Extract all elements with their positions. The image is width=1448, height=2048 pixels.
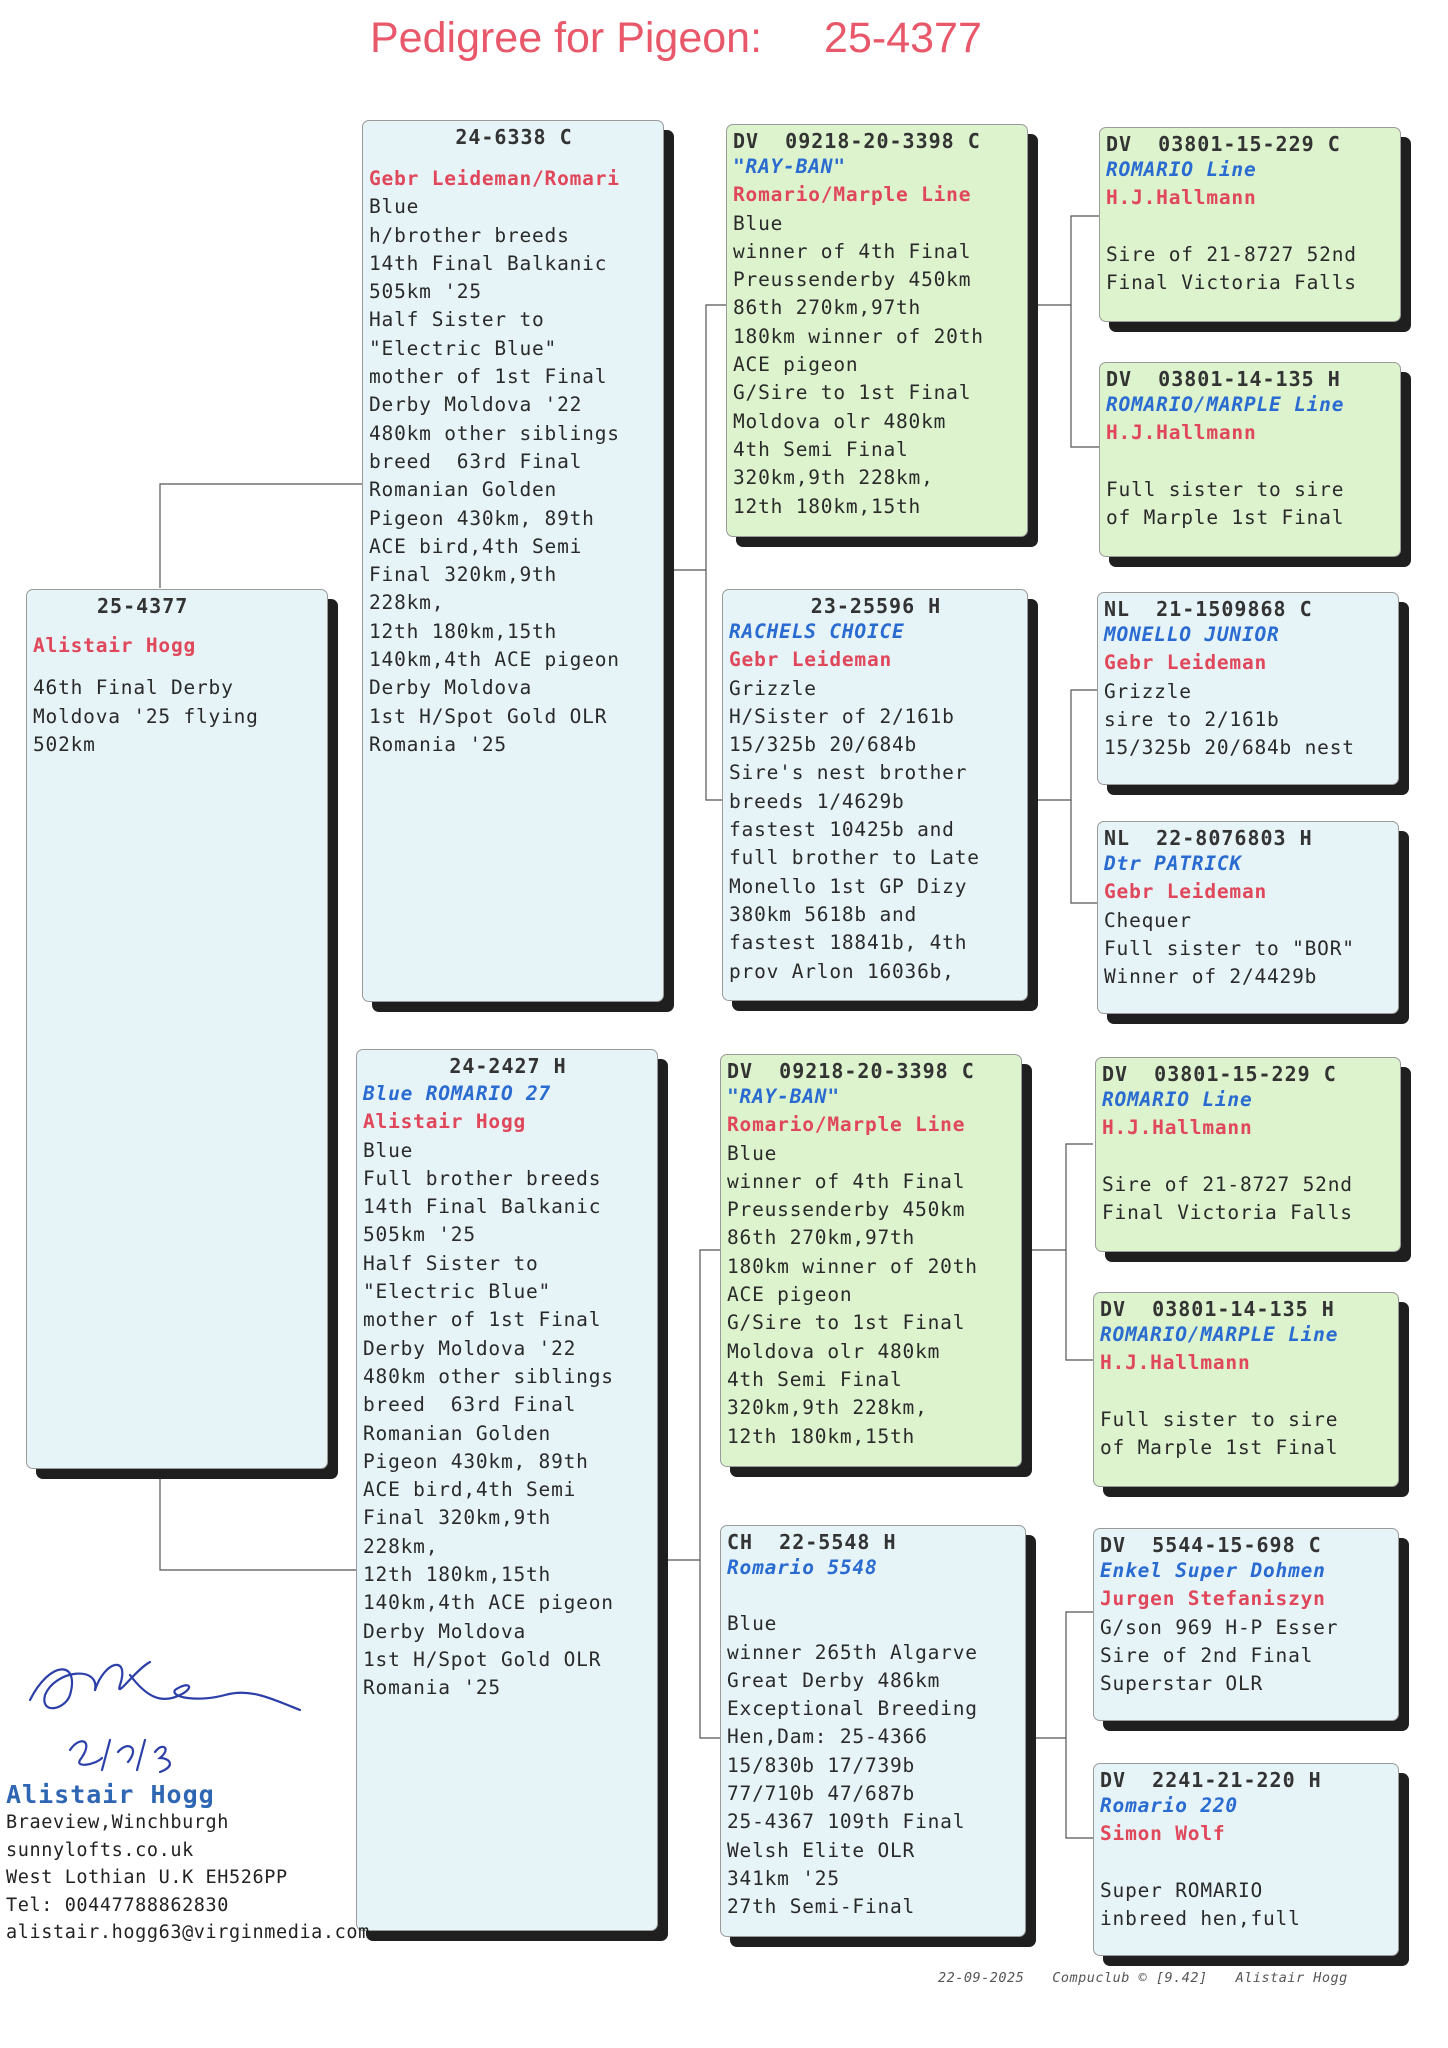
breeder-name: Romario/Marple Line [733, 183, 972, 207]
breeder-name: Romario/Marple Line [727, 1113, 966, 1137]
pigeon-name: "RAY-BAN" [733, 155, 846, 178]
grandparent-details [729, 618, 1023, 986]
great-grandparent-ring-number: DV 03801-15-229 C [1106, 132, 1341, 156]
pigeon-name: MONELLO JUNIOR [1104, 623, 1280, 646]
great-grandparent-ring-number: NL 22-8076803 H [1104, 826, 1313, 850]
detail-line: 77/710b 47/687b [727, 1782, 916, 1806]
pigeon-name: Romario 5548 [727, 1556, 878, 1579]
detail-line: Hen,Dam: 25-4366 [727, 1725, 928, 1749]
grandparent-ring-number: DV 09218-20-3398 C [733, 129, 981, 153]
great-grandparent-card [1093, 1528, 1399, 1721]
grandparent-ring-number: 23-25596 H [810, 594, 942, 618]
detail-line: Chequer [1104, 908, 1192, 932]
detail-line: 380km 5618b and [729, 902, 918, 926]
detail-line: Romanian Golden [369, 478, 558, 502]
pigeon-name: ROMARIO/MARPLE Line [1106, 393, 1345, 416]
detail-line: 480km other siblings [363, 1364, 614, 1388]
detail-line: Final 320km,9th [369, 563, 558, 587]
detail-line: 320km,9th 228km, [733, 466, 934, 490]
great-grandparent-card [1097, 821, 1399, 1014]
spacer [1100, 1378, 1394, 1406]
footer-user: Alistair Hogg [1235, 1970, 1348, 1986]
detail-line: Full sister to sire [1100, 1407, 1339, 1431]
great-grandparent-card [1095, 1057, 1401, 1252]
subject-result-line: 46th Final Derby [33, 676, 234, 700]
detail-line: Welsh Elite OLR [727, 1838, 916, 1862]
detail-line: full brother to Late [729, 846, 980, 870]
detail-line: sire to 2/161b [1104, 707, 1280, 731]
detail-line: Derby Moldova [363, 1619, 527, 1643]
detail-line: 228km, [369, 591, 445, 615]
detail-line: 180km winner of 20th [733, 324, 984, 348]
detail-line: Monello 1st GP Dizy [729, 874, 968, 898]
spacer [727, 1582, 1021, 1610]
detail-line: Final 320km,9th [363, 1506, 552, 1530]
great-grandparent-details [1106, 156, 1396, 297]
detail-line: prov Arlon 16036b, [729, 959, 955, 983]
detail-line: H/Sister of 2/161b [729, 704, 955, 728]
detail-line: 27th Semi-Final [727, 1895, 916, 1919]
subject-pigeon-card [26, 589, 328, 1469]
detail-line: inbreed hen,full [1100, 1906, 1301, 1930]
detail-line: Blue [369, 195, 420, 219]
detail-line: Sire's nest brother [729, 761, 968, 785]
detail-line: Derby Moldova [369, 676, 533, 700]
subject-result-line: Moldova '25 flying [33, 704, 259, 728]
detail-line: 1st H/Spot Gold OLR [363, 1647, 602, 1671]
detail-line: Full sister to "BOR" [1104, 936, 1355, 960]
great-grandparent-ring-number: DV 03801-15-229 C [1102, 1062, 1337, 1086]
detail-line: 86th 270km,97th [733, 296, 922, 320]
detail-line: ACE bird,4th Semi [363, 1478, 577, 1502]
detail-line: 180km winner of 20th [727, 1254, 978, 1278]
detail-line: 140km,4th ACE pigeon [369, 648, 620, 672]
pigeon-name: Romario 220 [1100, 1794, 1238, 1817]
detail-line: ACE pigeon [727, 1283, 853, 1307]
detail-line: Winner of 2/4429b [1104, 965, 1318, 989]
pigeon-name: ROMARIO/MARPLE Line [1100, 1323, 1339, 1346]
detail-line: Pigeon 430km, 89th [363, 1449, 589, 1473]
grandparent-details [727, 1083, 1017, 1451]
footer-software: Compuclub © [9.42] [1052, 1970, 1208, 1986]
dam-ring-number: 24-2427 H [449, 1054, 567, 1078]
detail-line: Blue [727, 1141, 778, 1165]
title-pigeon-number: 25-4377 [824, 14, 982, 62]
owner-email: alistair.hogg63@virginmedia.com [6, 1922, 370, 1943]
detail-line: 12th 180km,15th [727, 1424, 916, 1448]
great-grandparent-ring-number: DV 03801-14-135 H [1106, 367, 1341, 391]
detail-line: 140km,4th ACE pigeon [363, 1591, 614, 1615]
detail-line: Final Victoria Falls [1102, 1200, 1353, 1224]
breeder-name: Simon Wolf [1100, 1822, 1226, 1846]
detail-line: Preussenderby 450km [733, 268, 972, 292]
detail-line: Moldova olr 480km [733, 409, 947, 433]
detail-line: Romania '25 [369, 732, 507, 756]
detail-line: Romanian Golden [363, 1421, 552, 1445]
detail-line: 15/325b 20/684b nest [1104, 736, 1355, 760]
print-footer [938, 1970, 1418, 1994]
spacer [1100, 1849, 1394, 1877]
great-grandparent-details [1100, 1557, 1394, 1698]
detail-line: breed 63rd Final [363, 1393, 577, 1417]
detail-line: breeds 1/4629b [729, 789, 905, 813]
detail-line: mother of 1st Final [369, 365, 608, 389]
great-grandparent-card [1099, 362, 1401, 557]
detail-line: Full brother breeds [363, 1166, 602, 1190]
owner-address-line: Braeview,Winchburgh [6, 1812, 230, 1833]
detail-line: "Electric Blue" [369, 336, 558, 360]
detail-line: Grizzle [1104, 679, 1192, 703]
pigeon-name: ROMARIO Line [1102, 1088, 1253, 1111]
detail-line: Moldova olr 480km [727, 1339, 941, 1363]
detail-line: 228km, [363, 1534, 439, 1558]
dam-details [363, 1080, 653, 1703]
detail-line: 15/830b 17/739b [727, 1753, 916, 1777]
breeder-name: Alistair Hogg [363, 1110, 527, 1134]
detail-line: 4th Semi Final [733, 437, 909, 461]
pigeon-name: Blue ROMARIO 27 [363, 1082, 552, 1105]
breeder-name: Gebr Leideman [1104, 651, 1268, 675]
owner-name: Alistair Hogg [6, 1780, 215, 1809]
detail-line: 1st H/Spot Gold OLR [369, 704, 608, 728]
breeder-name: Gebr Leideman [1104, 880, 1268, 904]
great-grandparent-details [1102, 1086, 1396, 1227]
pigeon-name: ROMARIO Line [1106, 158, 1257, 181]
detail-line: 505km '25 [363, 1223, 476, 1247]
sire-details [369, 165, 659, 759]
detail-line: Blue [733, 211, 784, 235]
detail-line: Blue [363, 1138, 414, 1162]
great-grandparent-details [1104, 621, 1394, 762]
subject-ring-number: 25-4377 [97, 594, 189, 618]
title-label: Pedigree for Pigeon: [370, 14, 763, 62]
detail-line: G/Sire to 1st Final [733, 381, 972, 405]
detail-line: G/son 969 H-P Esser [1100, 1615, 1339, 1639]
detail-line: Blue [727, 1612, 778, 1636]
breeder-name: H.J.Hallmann [1102, 1116, 1253, 1140]
spacer [1102, 1143, 1396, 1171]
breeder-name: H.J.Hallmann [1100, 1351, 1251, 1375]
breeder-name: Gebr Leideman/Romari [369, 167, 620, 190]
detail-line: 12th 180km,15th [733, 494, 922, 518]
detail-line: "Electric Blue" [363, 1280, 552, 1304]
breeder-name: H.J.Hallmann [1106, 186, 1257, 210]
great-grandparent-ring-number: NL 21-1509868 C [1104, 597, 1313, 621]
detail-line: winner 265th Algarve [727, 1640, 978, 1664]
owner-website: sunnylofts.co.uk [6, 1839, 194, 1861]
detail-line: 25-4367 109th Final [727, 1810, 966, 1834]
great-grandparent-card [1093, 1763, 1399, 1956]
great-grandparent-card [1097, 592, 1399, 785]
detail-line: 12th 180km,15th [363, 1563, 552, 1587]
detail-line: fastest 18841b, 4th [729, 931, 968, 955]
pigeon-name: Enkel Super Dohmen [1100, 1559, 1326, 1582]
detail-line: Derby Moldova '22 [369, 393, 583, 417]
great-grandparent-details [1104, 850, 1394, 991]
grandparent-details [733, 153, 1023, 521]
subject-breeder: Alistair Hogg [33, 634, 197, 657]
detail-line: 14th Final Balkanic [363, 1195, 602, 1219]
detail-line: fastest 10425b and [729, 818, 955, 842]
great-grandparent-ring-number: DV 2241-21-220 H [1100, 1768, 1322, 1792]
detail-line: 15/325b 20/684b [729, 733, 918, 757]
detail-line: Grizzle [729, 676, 817, 700]
detail-line: Great Derby 486km [727, 1668, 941, 1692]
great-grandparent-details [1100, 1321, 1394, 1462]
subject-result-line: 502km [33, 732, 96, 756]
pigeon-name: "RAY-BAN" [727, 1085, 840, 1108]
great-grandparent-ring-number: DV 5544-15-698 C [1100, 1533, 1322, 1557]
detail-line: 4th Semi Final [727, 1367, 903, 1391]
detail-line: 14th Final Balkanic [369, 251, 608, 275]
detail-line: 341km '25 [727, 1866, 840, 1890]
detail-line: Sire of 21-8727 52nd [1106, 242, 1357, 266]
detail-line: breed 63rd Final [369, 449, 583, 473]
breeder-name: Jurgen Stefaniszyn [1100, 1587, 1326, 1611]
pigeon-name: Dtr PATRICK [1104, 852, 1242, 875]
spacer [1106, 448, 1396, 476]
detail-line: Sire of 21-8727 52nd [1102, 1172, 1353, 1196]
breeder-name: H.J.Hallmann [1106, 421, 1257, 445]
breeder-name: Gebr Leideman [729, 648, 893, 672]
spacer [1106, 213, 1396, 241]
detail-line: ACE pigeon [733, 353, 859, 377]
detail-line: 480km other siblings [369, 421, 620, 445]
detail-line: h/brother breeds [369, 223, 570, 247]
great-grandparent-details [1106, 391, 1396, 532]
grandsire-paternal-card [726, 124, 1028, 537]
great-grandparent-card [1093, 1292, 1399, 1487]
owner-telephone: Tel: 00447788862830 [6, 1894, 230, 1916]
grandparent-ring-number: DV 09218-20-3398 C [727, 1059, 975, 1083]
svg-text:2/9/25: 2/9/25 [70, 1768, 73, 1769]
detail-line: G/Sire to 1st Final [727, 1311, 966, 1335]
detail-line: 320km,9th 228km, [727, 1396, 928, 1420]
detail-line: 12th 180km,15th [369, 619, 558, 643]
great-grandparent-ring-number: DV 03801-14-135 H [1100, 1297, 1335, 1321]
detail-line: Romania '25 [363, 1676, 501, 1700]
detail-line: Half Sister to [369, 308, 545, 332]
great-grandparent-details [1100, 1792, 1394, 1933]
granddam-paternal-card [722, 589, 1028, 1001]
grandparent-ring-number: CH 22-5548 H [727, 1530, 897, 1554]
detail-line: winner of 4th Final [733, 239, 972, 263]
detail-line: Super ROMARIO [1100, 1878, 1264, 1902]
detail-line: of Marple 1st Final [1106, 505, 1345, 529]
detail-line: ACE bird,4th Semi [369, 534, 583, 558]
detail-line: Pigeon 430km, 89th [369, 506, 595, 530]
sire-card [362, 120, 664, 1002]
detail-line: Preussenderby 450km [727, 1198, 966, 1222]
owner-contact-block [6, 1780, 426, 1947]
detail-line: Full sister to sire [1106, 477, 1345, 501]
detail-line: Half Sister to [363, 1251, 539, 1275]
detail-line: Exceptional Breeding [727, 1697, 978, 1721]
grandparent-details [727, 1554, 1021, 1922]
detail-line: Superstar OLR [1100, 1672, 1264, 1696]
great-grandparent-card [1099, 127, 1401, 322]
granddam-maternal-card [720, 1525, 1026, 1937]
handwritten-signature [10, 1640, 310, 1800]
pigeon-name: RACHELS CHOICE [729, 620, 905, 643]
detail-line: winner of 4th Final [727, 1169, 966, 1193]
detail-line: mother of 1st Final [363, 1308, 602, 1332]
detail-line: Final Victoria Falls [1106, 270, 1357, 294]
detail-line: 86th 270km,97th [727, 1226, 916, 1250]
detail-line: Sire of 2nd Final [1100, 1643, 1314, 1667]
owner-address-line: West Lothian U.K EH526PP [6, 1867, 288, 1888]
grandsire-maternal-card [720, 1054, 1022, 1467]
detail-line: of Marple 1st Final [1100, 1435, 1339, 1459]
footer-date: 22-09-2025 [938, 1970, 1025, 1986]
detail-line: 505km '25 [369, 280, 482, 304]
sire-ring-number: 24-6338 C [455, 125, 573, 149]
detail-line: Derby Moldova '22 [363, 1336, 577, 1360]
